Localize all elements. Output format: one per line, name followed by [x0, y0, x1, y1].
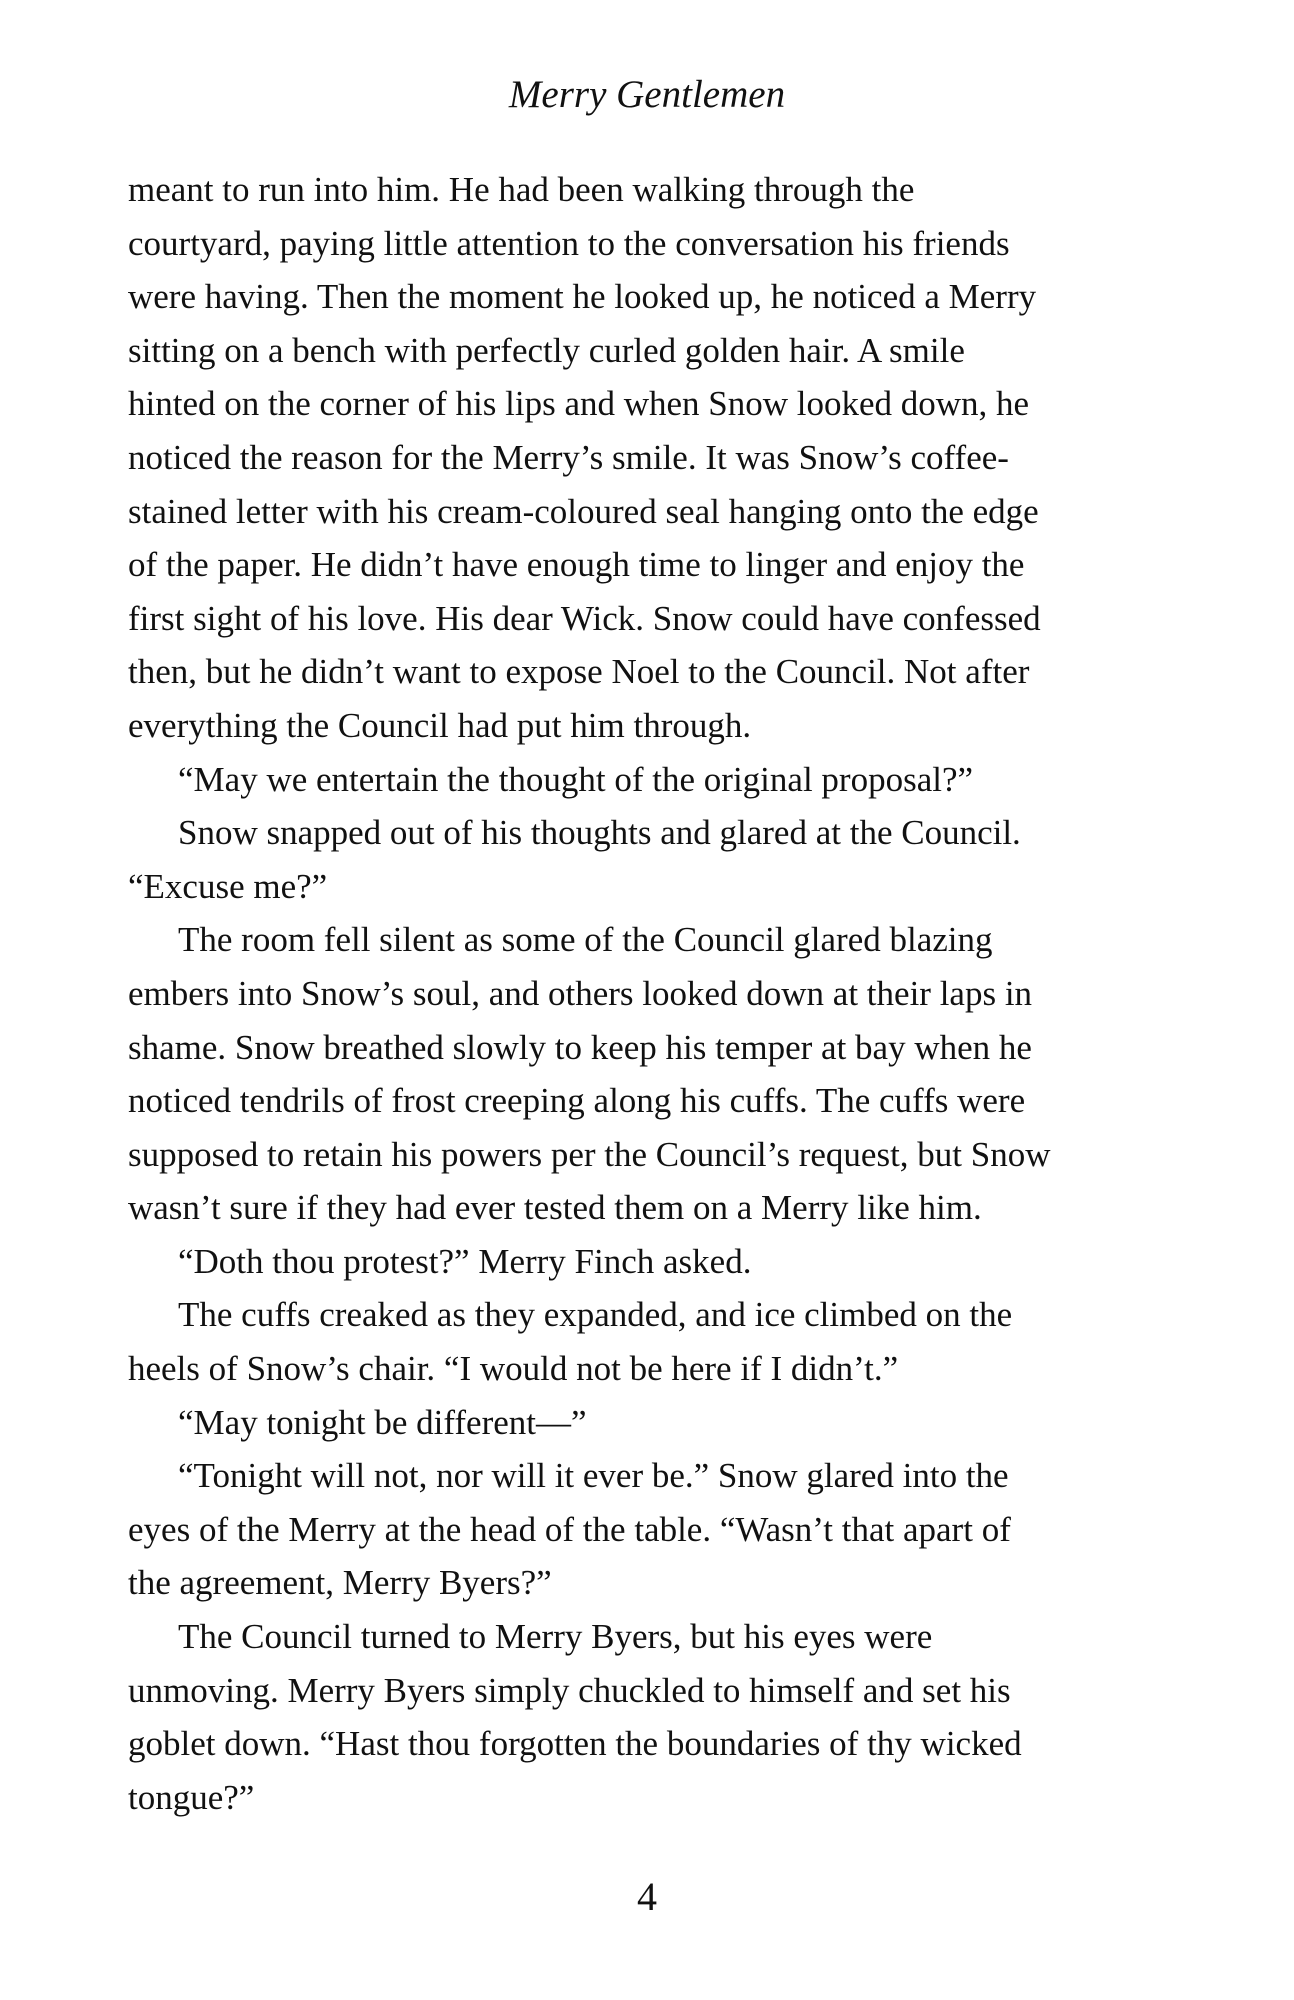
paragraph: [128, 1610, 1168, 1824]
page-number: 4: [637, 1874, 657, 1919]
text-line: “May we entertain the thought of the original proposal?”: [178, 759, 974, 799]
text-line: first sight of his love. His dear Wick. Snow could have confessed: [128, 598, 1041, 638]
text-line: everything the Council had put him through.: [128, 705, 752, 745]
paragraph: [128, 1449, 1168, 1610]
text-line: Snow snapped out of his thoughts and glared at the Council.: [178, 813, 1021, 853]
text-line: shame. Snow breathed slowly to keep his temper at bay when he: [128, 1027, 1032, 1067]
text-line: of the paper. He didn’t have enough time to linger and enjoy the: [128, 545, 1025, 585]
paragraph: [128, 1288, 1168, 1395]
text-line: “Tonight will not, nor will it ever be.” Snow glared into the: [178, 1456, 1009, 1496]
text-line: hinted on the corner of his lips and when Snow looked down, he: [128, 384, 1030, 424]
text-line: The Council turned to Merry Byers, but his eyes were: [178, 1617, 933, 1657]
text-line: embers into Snow’s soul, and others looked down at their laps in: [128, 973, 1033, 1013]
paragraph: [128, 806, 1168, 913]
body-text: [128, 163, 1168, 1824]
text-line: The room fell silent as some of the Council glared blazing: [178, 920, 993, 960]
text-line: noticed the reason for the Merry’s smile. It was Snow’s coffee-: [128, 437, 1009, 477]
text-line: meant to run into him. He had been walking through the: [128, 170, 915, 209]
text-line: were having. Then the moment he looked up, he noticed a Merry: [128, 277, 1037, 317]
paragraph: [128, 753, 1168, 807]
paragraph: [128, 1235, 1168, 1289]
text-line: “Doth thou protest?” Merry Finch asked.: [178, 1241, 752, 1281]
text-line: supposed to retain his powers per the Council’s request, but Snow: [128, 1134, 1051, 1174]
text-line: the agreement, Merry Byers?”: [128, 1563, 552, 1603]
text-line: goblet down. “Hast thou forgotten the boundaries of thy wicked: [128, 1724, 1022, 1764]
text-line: “Excuse me?”: [128, 866, 328, 906]
paragraph: [128, 913, 1168, 1235]
text-line: sitting on a bench with perfectly curled golden hair. A smile: [128, 330, 965, 370]
text-line: stained letter with his cream-coloured seal hanging onto the edge: [128, 491, 1039, 531]
paragraph: [128, 163, 1168, 753]
paragraph: [128, 1396, 1168, 1450]
text-line: The cuffs creaked as they expanded, and ice climbed on the: [178, 1295, 1013, 1335]
text-line: eyes of the Merry at the head of the table. “Wasn’t that apart of: [128, 1509, 1011, 1549]
text-line: unmoving. Merry Byers simply chuckled to himself and set his: [128, 1670, 1011, 1710]
text-line: then, but he didn’t want to expose Noel to the Council. Not after: [128, 652, 1030, 692]
text-line: tongue?”: [128, 1777, 255, 1817]
text-line: noticed tendrils of frost creeping along his cuffs. The cuffs were: [128, 1081, 1026, 1121]
text-line: heels of Snow’s chair. “I would not be here if I didn’t.”: [128, 1349, 899, 1389]
running-header-title: Merry Gentlemen: [508, 73, 786, 116]
text-line: wasn’t sure if they had ever tested them on a Merry like him.: [128, 1188, 982, 1228]
text-line: courtyard, paying little attention to the conversation his friends: [128, 223, 1010, 263]
text-line: “May tonight be different—”: [178, 1402, 587, 1442]
